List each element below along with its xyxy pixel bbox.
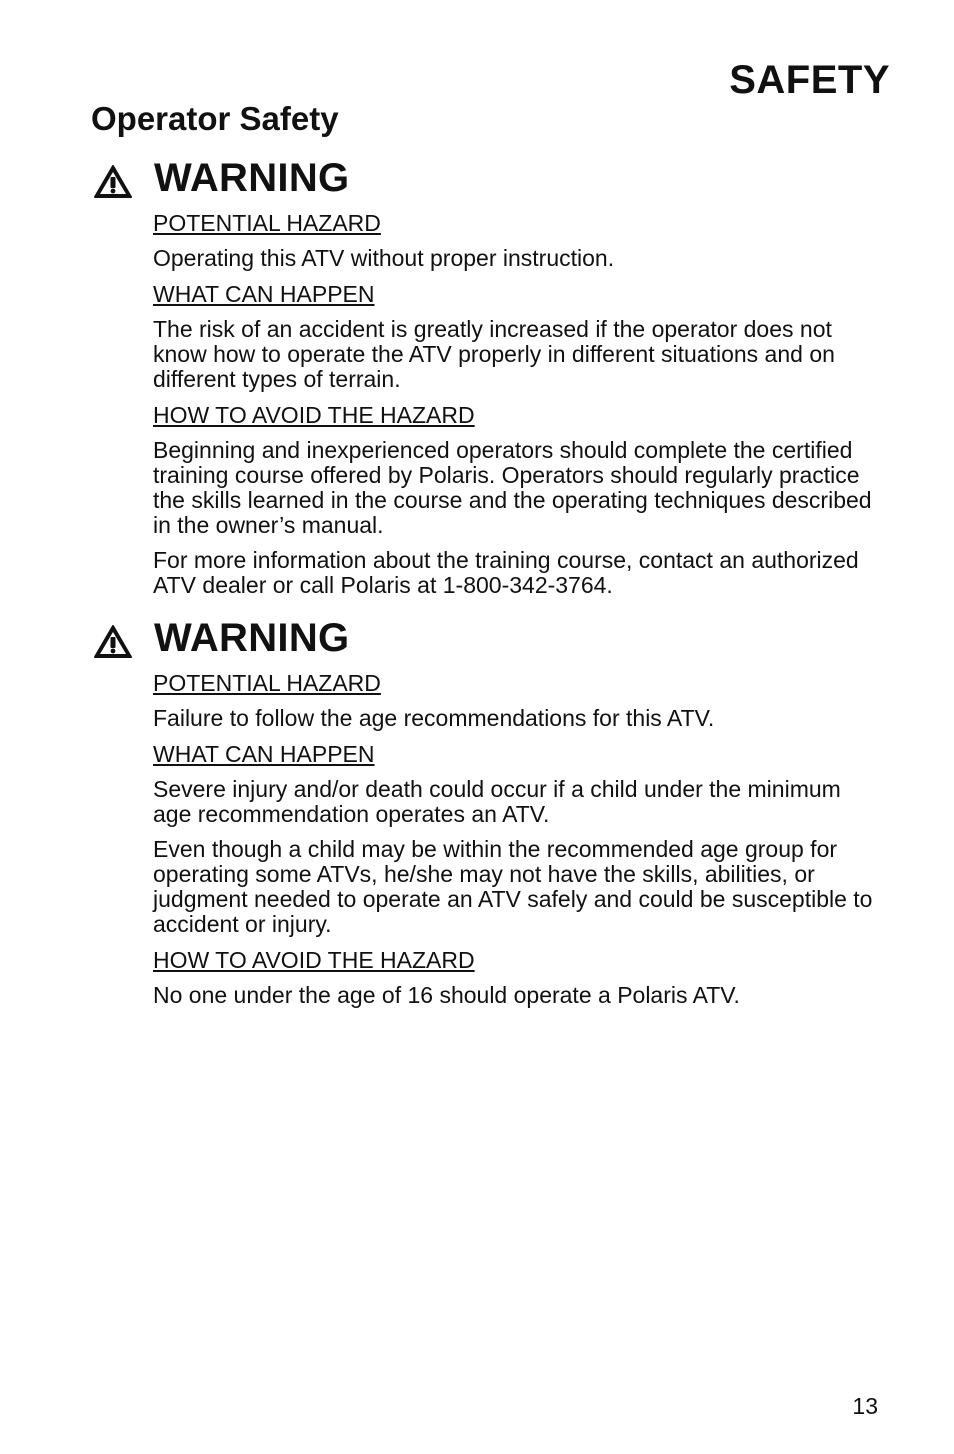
what-can-happen-text: Severe injury and/or death could occur if a child under the minimum age recommendation operates an ATV. xyxy=(153,776,841,827)
warning-title: WARNING xyxy=(154,616,350,660)
how-to-avoid-text: No one under the age of 16 should operate a Polaris ATV. xyxy=(153,982,740,1008)
potential-hazard-text: Operating this ATV without proper instruction. xyxy=(153,245,615,271)
warning-triangle-icon xyxy=(93,624,133,660)
page-header-title: SAFETY xyxy=(729,58,890,102)
warning-title: WARNING xyxy=(154,156,350,200)
what-can-happen-heading: WHAT CAN HAPPEN xyxy=(153,741,375,767)
page-number: 13 xyxy=(852,1393,878,1419)
section-title: Operator Safety xyxy=(91,100,339,137)
potential-hazard-text: Failure to follow the age recommendations for this ATV. xyxy=(153,705,715,731)
how-to-avoid-heading: HOW TO AVOID THE HAZARD xyxy=(153,402,475,428)
warning-triangle-icon xyxy=(93,164,133,200)
what-can-happen-text-2: Even though a child may be within the recommended age group for operating some ATVs, he/she may not have the skills, abilities, or judgment needed to operate an ATV safely and could be susceptible to accident or injury. xyxy=(153,836,873,937)
warning-header xyxy=(0,156,954,210)
warning-body xyxy=(153,210,883,598)
warning-block-2 xyxy=(0,616,954,1018)
training-contact-text: For more information about the training course, contact an authorized ATV dealer or call Polaris at 1-800-342-3764. xyxy=(153,547,859,598)
what-can-happen-heading: WHAT CAN HAPPEN xyxy=(153,281,375,307)
warning-body xyxy=(153,670,883,1008)
how-to-avoid-text: Beginning and inexperienced operators should complete the certified training course offered by Polaris. Operators should regularly practice the skills learned in the course and the operating techniques described in the owner’s manual. xyxy=(153,437,872,538)
how-to-avoid-heading: HOW TO AVOID THE HAZARD xyxy=(153,947,475,973)
warning-block-1 xyxy=(0,156,954,608)
potential-hazard-heading: POTENTIAL HAZARD xyxy=(153,670,381,696)
potential-hazard-heading: POTENTIAL HAZARD xyxy=(153,210,381,236)
what-can-happen-text: The risk of an accident is greatly increased if the operator does not know how to operate the ATV properly in different situations and on different types of terrain. xyxy=(153,316,835,392)
warning-header xyxy=(0,616,954,670)
